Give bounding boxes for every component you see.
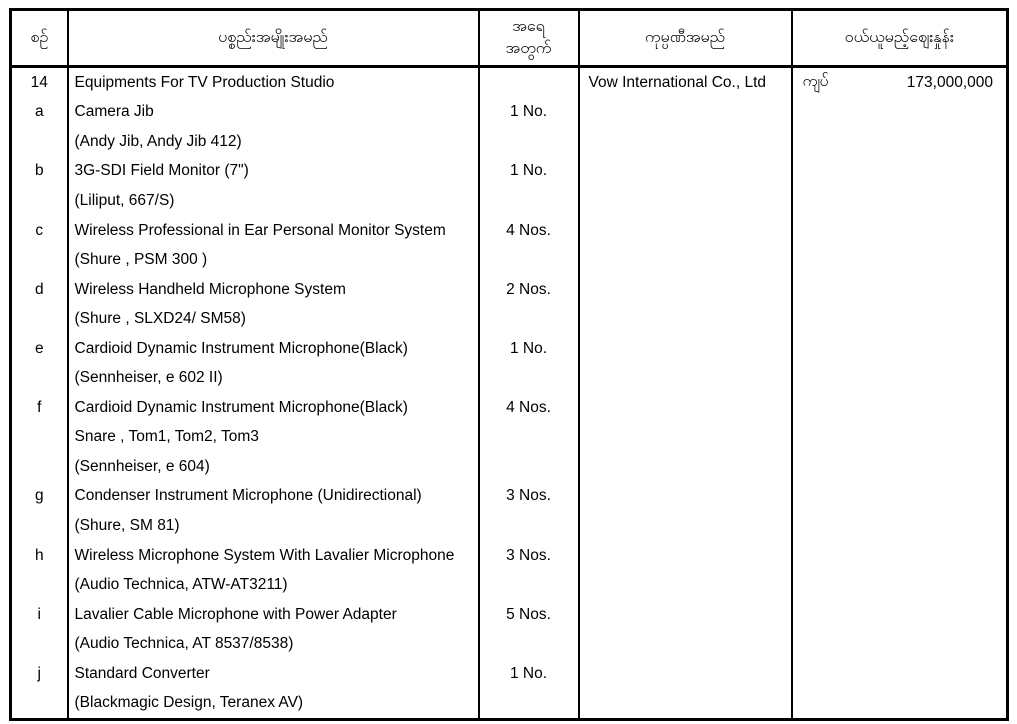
qty-value: 5 Nos. <box>506 605 551 623</box>
qty-value: 4 Nos. <box>506 221 551 239</box>
serial-label: g <box>34 487 44 505</box>
col-header-price: ဝယ်ယူမည့်ဈေးနှုန်း <box>792 10 1008 67</box>
item-cell <box>68 67 479 720</box>
item-line: (Shure , SLXD24/ SM58) <box>74 310 246 328</box>
item-line: (Liliput, 667/S) <box>74 191 175 209</box>
serial-label: e <box>34 339 44 357</box>
item-line: Wireless Professional in Ear Personal Monitor System <box>74 221 446 239</box>
item-line: 3G-SDI Field Monitor (7") <box>74 162 249 180</box>
item-line: Cardioid Dynamic Instrument Microphone(Black) <box>74 339 408 357</box>
item-line: Wireless Handheld Microphone System <box>74 280 346 298</box>
qty-value: 3 Nos. <box>506 546 551 564</box>
qty-value: 1 No. <box>509 339 548 357</box>
col-header-quantity-line2: အတွက် <box>505 40 552 57</box>
procurement-table <box>9 8 1009 721</box>
currency-label: ကျပ် <box>802 73 829 91</box>
serial-label: i <box>37 605 41 623</box>
qty-value: 1 No. <box>509 664 548 682</box>
serial-label: b <box>34 162 44 180</box>
item-line: (Shure , PSM 300 ) <box>74 251 208 269</box>
item-line: Condenser Instrument Microphone (Unidirectional) <box>74 487 422 505</box>
serial-label: j <box>37 664 41 682</box>
item-line: Camera Jib <box>74 103 154 121</box>
serial-label: d <box>34 280 44 298</box>
col-header-serial: စဉ် <box>11 10 68 67</box>
qty-value <box>480 423 578 453</box>
serial-cell <box>11 67 68 720</box>
serial-label <box>12 570 67 600</box>
serial-label <box>12 511 67 541</box>
serial-label <box>12 304 67 334</box>
item-line: Snare , Tom1, Tom2, Tom3 <box>74 428 259 446</box>
item-line: (Audio Technica, ATW-AT3211) <box>74 576 288 594</box>
serial-label <box>12 423 67 453</box>
qty-value <box>480 245 578 275</box>
header-row <box>11 10 1008 67</box>
body-row <box>11 67 1008 720</box>
company-name: Vow International Co., Ltd <box>588 73 767 91</box>
qty-value <box>480 570 578 600</box>
qty-value: 4 Nos. <box>506 398 551 416</box>
item-line: Equipments For TV Production Studio <box>74 73 335 91</box>
item-line: (Blackmagic Design, Teranex AV) <box>74 694 304 712</box>
item-line: (Shure, SM 81) <box>74 516 180 534</box>
price-line <box>793 68 1007 98</box>
serial-label <box>12 127 67 157</box>
qty-value <box>480 68 578 98</box>
quantity-cell <box>479 67 579 720</box>
col-header-quantity-line1: အရေ <box>512 18 545 36</box>
item-line: Standard Converter <box>74 664 210 682</box>
serial-label: 14 <box>30 73 48 91</box>
col-header-item: ပစ္စည်းအမျိုးအမည် <box>68 10 479 67</box>
qty-value <box>480 629 578 659</box>
item-line: Wireless Microphone System With Lavalier Microphone <box>74 546 455 564</box>
item-line: (Sennheiser, e 604) <box>74 457 210 475</box>
item-line: (Audio Technica, AT 8537/8538) <box>74 635 294 653</box>
col-header-quantity <box>479 10 579 67</box>
serial-label <box>12 245 67 275</box>
serial-label: h <box>34 546 44 564</box>
serial-label <box>12 363 67 393</box>
price-amount: 173,000,000 <box>906 73 993 91</box>
col-header-company: ကုမ္ပဏီအမည် <box>579 10 792 67</box>
qty-value <box>480 363 578 393</box>
qty-value: 1 No. <box>509 103 548 121</box>
price-cell <box>792 67 1008 720</box>
qty-value: 3 Nos. <box>506 487 551 505</box>
qty-value: 1 No. <box>509 162 548 180</box>
qty-value <box>480 127 578 157</box>
qty-value <box>480 511 578 541</box>
serial-label <box>12 186 67 216</box>
qty-value <box>480 304 578 334</box>
item-line: (Sennheiser, e 602 II) <box>74 369 223 387</box>
qty-value <box>480 688 578 718</box>
item-line: (Andy Jib, Andy Jib 412) <box>74 132 242 150</box>
serial-label <box>12 629 67 659</box>
qty-value <box>480 452 578 482</box>
serial-label: a <box>34 103 44 121</box>
serial-label: c <box>35 221 44 239</box>
company-cell <box>579 67 792 720</box>
qty-value: 2 Nos. <box>506 280 551 298</box>
item-line: Cardioid Dynamic Instrument Microphone(Black) <box>74 398 408 416</box>
serial-label <box>12 688 67 718</box>
qty-value <box>480 186 578 216</box>
item-line: Lavalier Cable Microphone with Power Adapter <box>74 605 397 623</box>
serial-label <box>12 452 67 482</box>
serial-label: f <box>37 398 42 416</box>
